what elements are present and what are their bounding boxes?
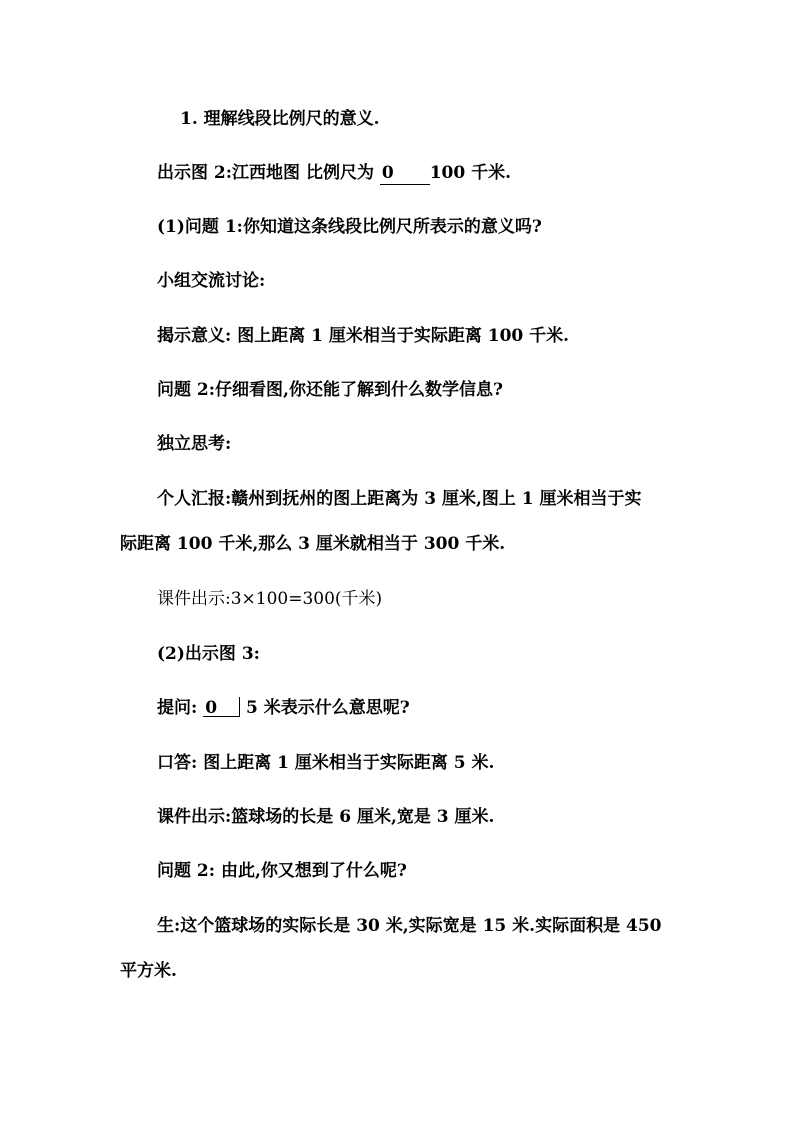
- ask-scale-line: [157, 697, 410, 719]
- map-scale-line: [157, 162, 511, 185]
- ask-scale-start: 0: [205, 698, 218, 718]
- courseware-calculation: 课件出示:3×100=300(千米): [157, 589, 383, 609]
- student-line-1: 生:这个篮球场的实际长是 30 米,实际宽是 15 米.实际面积是 450: [157, 916, 662, 936]
- oral-answer: 口答: 图上距离 1 厘米相当于实际距离 5 米.: [157, 753, 495, 773]
- question-2b: 问题 2: 由此,你又想到了什么呢?: [157, 861, 407, 881]
- question-2: 问题 2:仔细看图,你还能了解到什么数学信息?: [157, 380, 503, 400]
- ask-suffix: 5 米表示什么意思呢?: [240, 698, 410, 718]
- figure-3-scale-bar: [203, 697, 240, 717]
- group-discussion: 小组交流讨论:: [157, 271, 266, 291]
- student-line-2: 平方米.: [120, 961, 177, 981]
- courseware-court: 课件出示:篮球场的长是 6 厘米,宽是 3 厘米.: [157, 807, 495, 827]
- report-line-2: 际距离 100 千米,那么 3 厘米就相当于 300 千米.: [120, 534, 506, 554]
- map-scale-start: 0: [381, 163, 394, 183]
- question-1: (1)问题 1:你知道这条线段比例尺所表示的意义吗?: [157, 217, 542, 237]
- show-figure-3: (2)出示图 3:: [157, 644, 260, 664]
- map-scale-end: 100 千米.: [429, 163, 512, 183]
- map-scale-bar: [380, 162, 430, 185]
- map-scale-prefix: 出示图 2:江西地图 比例尺为: [157, 163, 380, 183]
- reveal-meaning: 揭示意义: 图上距离 1 厘米相当于实际距离 100 千米.: [157, 326, 570, 346]
- ask-prefix: 提问:: [157, 698, 204, 718]
- independent-thinking: 独立思考:: [157, 434, 232, 454]
- report-line-1: 个人汇报:赣州到抚州的图上距离为 3 厘米,图上 1 厘米相当于实: [157, 489, 642, 509]
- section-heading: 1. 理解线段比例尺的意义.: [180, 109, 380, 129]
